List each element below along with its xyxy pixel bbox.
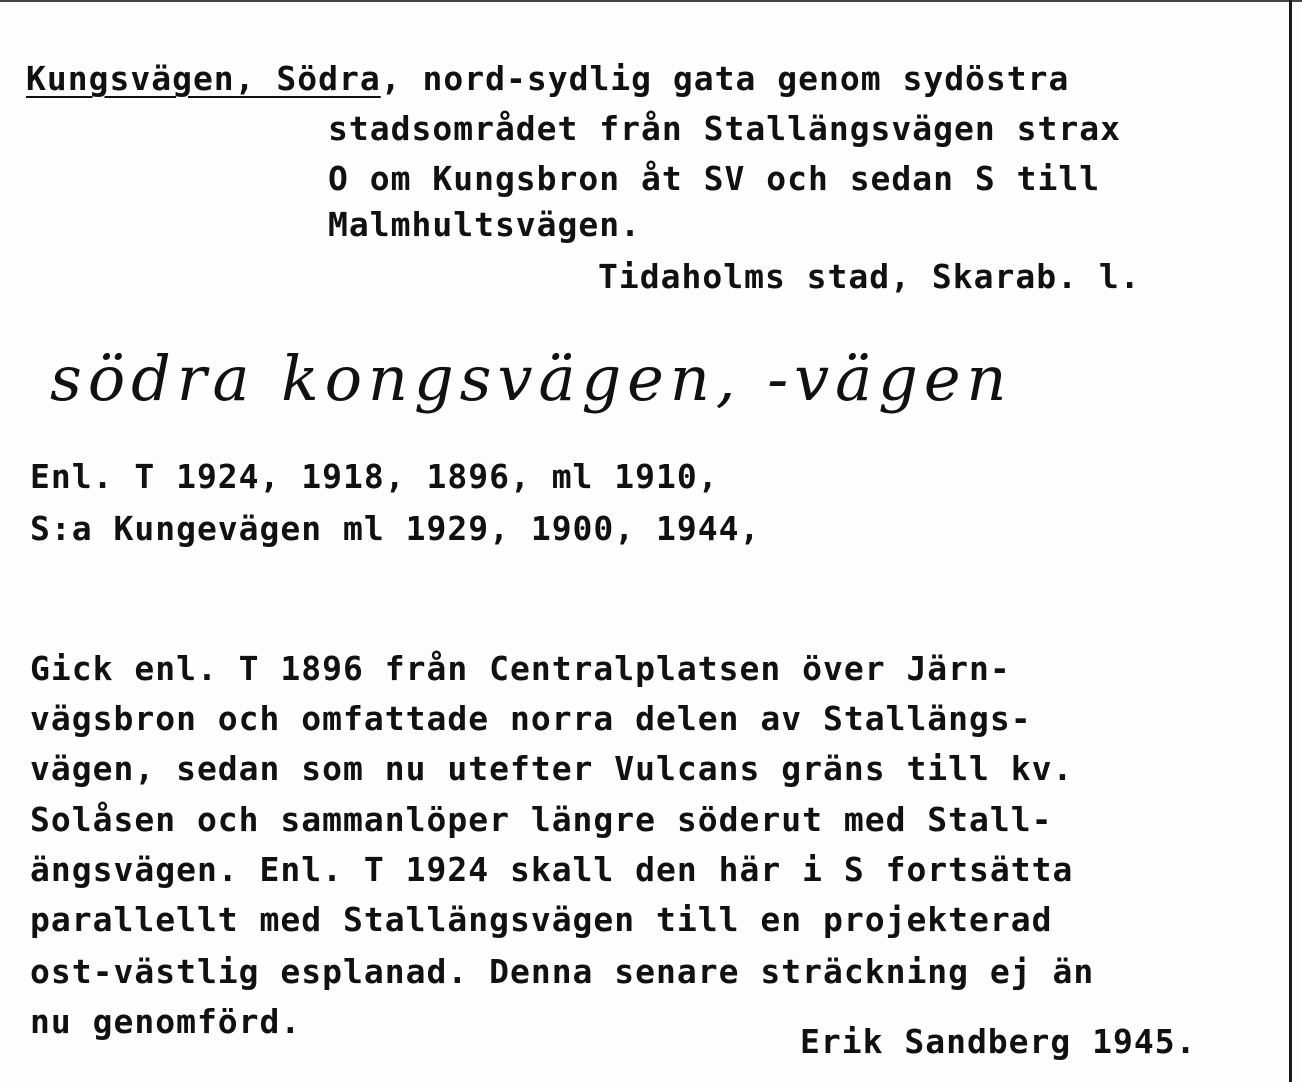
entry-name: Kungsvägen, Södra — [26, 59, 381, 98]
description-line-3: O om Kungsbron åt SV och sedan S till — [328, 159, 1101, 198]
location-line: Tidaholms stad, Skarab. l. — [598, 257, 1141, 296]
history-line-4: Solåsen och sammanlöper längre söderut med Stall- — [30, 800, 1053, 839]
card-top-edge — [0, 0, 1302, 2]
history-line-3: vägen, sedan som nu utefter Vulcans gräns till kv. — [30, 749, 1074, 788]
sources-line-2: S:a Kungevägen ml 1929, 1900, 1944, — [30, 509, 761, 548]
description-line-2: stadsområdet från Stallängsvägen strax — [328, 109, 1121, 148]
sources-line-1: Enl. T 1924, 1918, 1896, ml 1910, — [30, 457, 719, 496]
handwritten-note-text: södra kongsvägen, -vägen — [50, 342, 1013, 415]
history-line-6: parallellt med Stallängsvägen till en projekterad — [30, 900, 1053, 939]
description-line-4: Malmhultsvägen. — [328, 205, 642, 244]
history-line-5: ängsvägen. Enl. T 1924 skall den här i S fortsätta — [30, 850, 1074, 889]
handwritten-note — [40, 320, 1220, 440]
signature: Erik Sandberg 1945. — [800, 1022, 1197, 1061]
card-right-edge — [1289, 0, 1292, 1082]
history-line-8: nu genomförd. — [30, 1002, 302, 1041]
heading-line-1 — [26, 59, 1070, 98]
description-line-1: , nord-sydlig gata genom sydöstra — [380, 59, 1070, 98]
history-line-2: vägsbron och omfattade norra delen av Stallängs- — [30, 699, 1032, 738]
history-line-1: Gick enl. T 1896 från Centralplatsen över Järn- — [30, 649, 1011, 688]
history-line-7: ost-västlig esplanad. Denna senare sträckning ej än — [30, 952, 1095, 991]
